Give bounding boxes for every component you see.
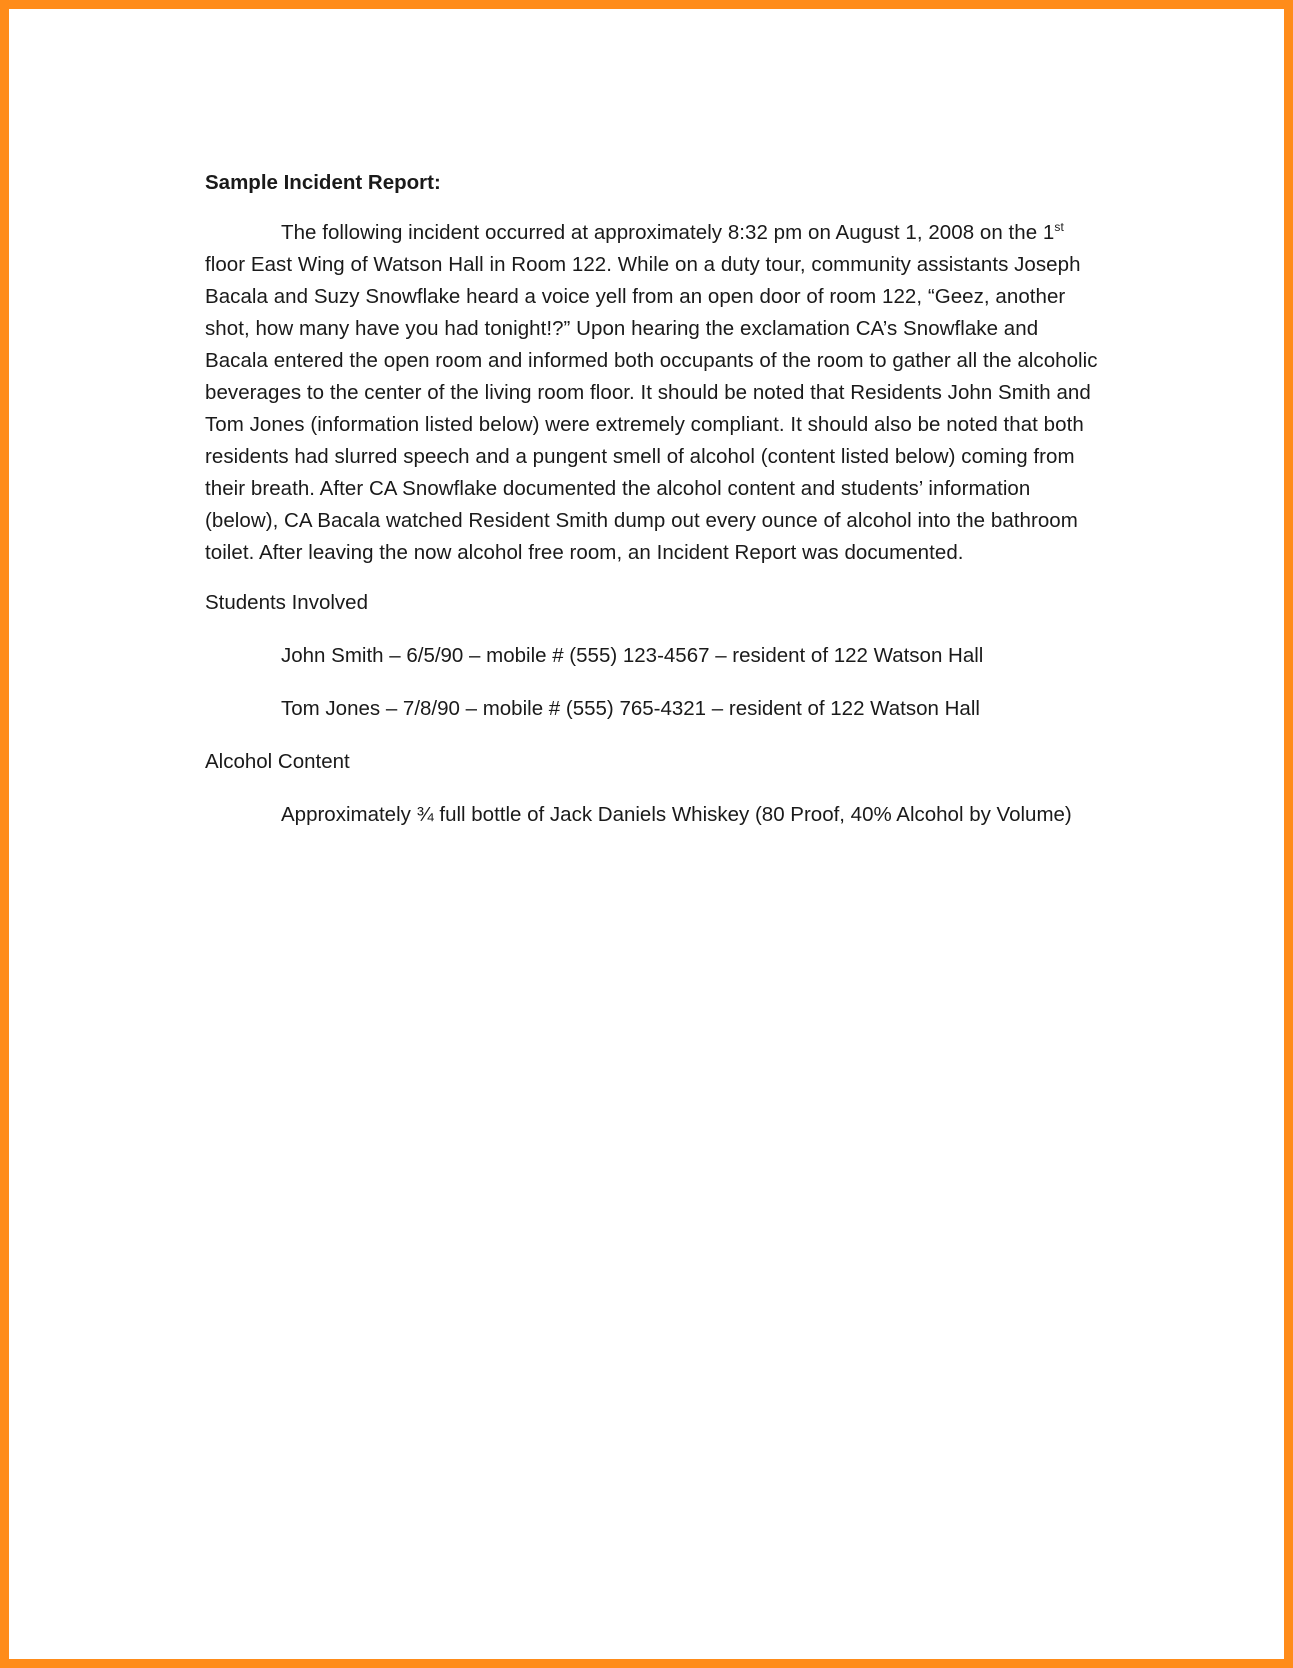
student-entry-john-smith: John Smith – 6/5/90 – mobile # (555) 123-4567 – resident of 122 Watson Hall: [281, 644, 984, 667]
students-heading: Students Involved: [205, 591, 368, 614]
incident-narrative: [205, 217, 1105, 569]
student-entry-tom-jones: Tom Jones – 7/8/90 – mobile # (555) 765-4321 – resident of 122 Watson Hall: [281, 697, 980, 720]
narrative-superscript: st: [1054, 220, 1064, 235]
alcohol-detail: Approximately ¾ full bottle of Jack Daniels Whiskey (80 Proof, 40% Alcohol by Volume): [281, 803, 1072, 826]
narrative-text-rest: floor East Wing of Watson Hall in Room 122. While on a duty tour, community assistants Joseph Bacala and Suzy Snowflake heard a voice yell from an open door of room 122, “Geez, another shot, how many have you had tonight!?” Upon hearing the exclamation CA’s Snowflake and Bacala entered the open room and informed both occupants of the room to gather all the alcoholic beverages to the center of the living room floor. It should be noted that Residents John Smith and Tom Jones (information listed below) were extremely compliant. It should also be noted that both residents had slurred speech and a pungent smell of alcohol (content listed below) coming from their breath. After CA Snowflake documented the alcohol content and students’ information (below), CA Bacala watched Resident Smith dump out every ounce of alcohol into the bathroom toilet. After leaving the now alcohol free room, an Incident Report was documented.: [205, 253, 1098, 564]
alcohol-heading: Alcohol Content: [205, 750, 350, 773]
document-title: Sample Incident Report:: [205, 171, 441, 194]
document-body: [205, 169, 1105, 852]
narrative-text-start: The following incident occurred at approximately 8:32 pm on August 1, 2008 on the 1: [281, 221, 1055, 244]
